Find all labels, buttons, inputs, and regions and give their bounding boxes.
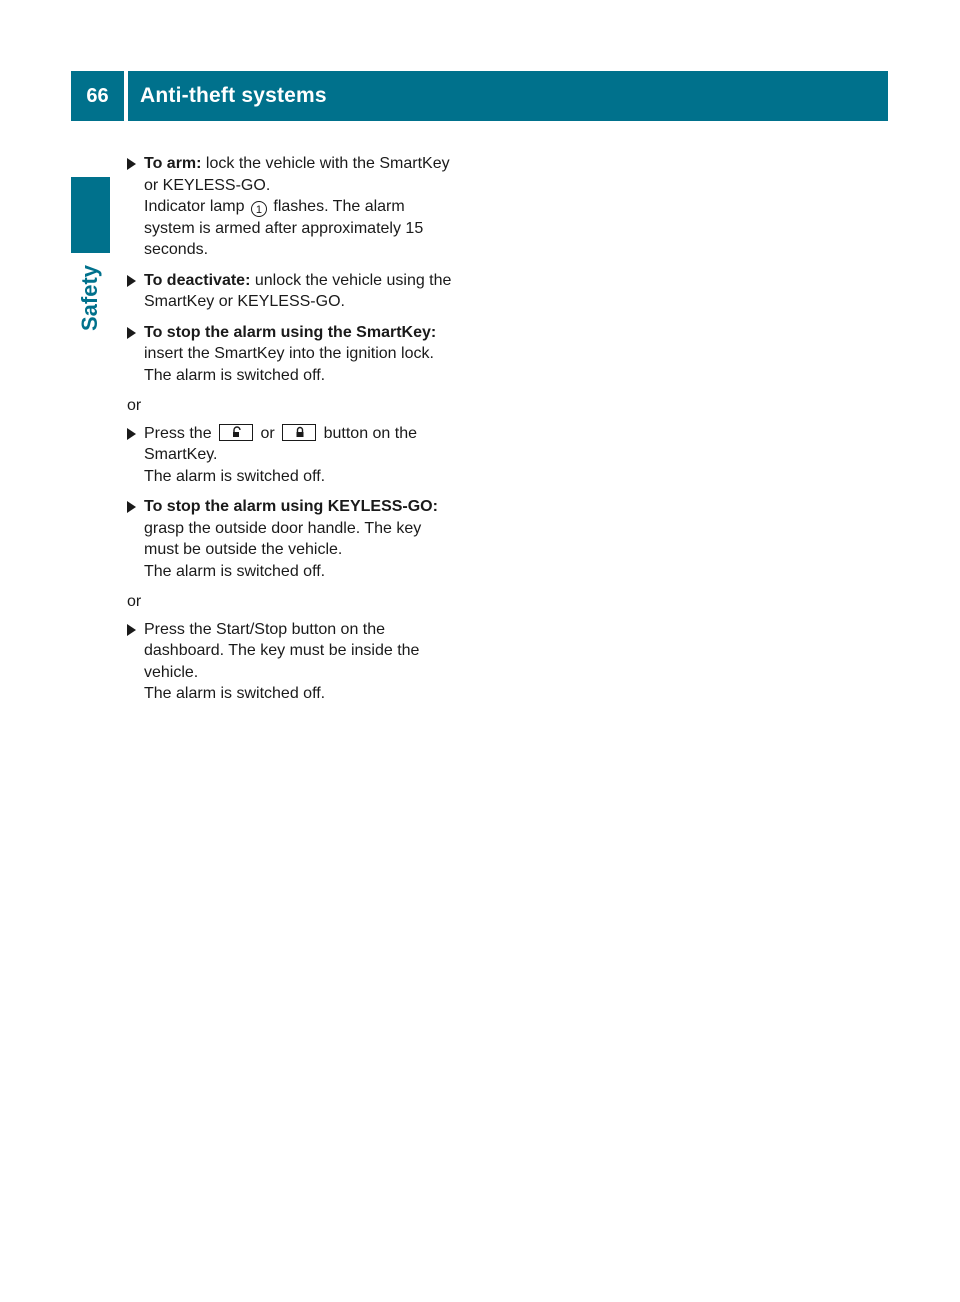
step-arrow-icon — [127, 327, 136, 339]
callout-number-icon: 1 — [251, 201, 267, 217]
page-number: 66 — [86, 84, 109, 107]
step-text: Indicator lamp — [144, 198, 249, 215]
step-start-stop — [127, 619, 467, 705]
lock-icon — [282, 424, 316, 441]
side-tab-text: Safety — [77, 264, 103, 332]
section-title: Anti-theft systems — [140, 84, 327, 107]
page-content — [127, 153, 467, 714]
step-text: The alarm is switched off. — [144, 562, 326, 580]
or-separator: or — [127, 593, 142, 610]
step-heading: To stop the alarm using the SmartKey: — [144, 323, 437, 341]
step-text: unlock the vehicle using the — [250, 271, 452, 289]
step-text: vehicle. — [144, 663, 199, 681]
step-text: seconds. — [144, 241, 209, 258]
step-stop-keyless — [127, 496, 467, 582]
step-deactivate — [127, 270, 467, 313]
step-text: The alarm is switched off. — [144, 685, 326, 702]
header-divider — [124, 71, 128, 121]
step-heading: To deactivate: — [144, 271, 251, 289]
step-heading: To arm: — [144, 155, 202, 172]
step-text: insert the SmartKey into the ignition lock. — [144, 345, 434, 362]
step-text: grasp the outside door handle. The key — [144, 519, 422, 537]
step-heading: To stop the alarm using KEYLESS-GO: — [144, 498, 438, 515]
step-arrow-icon — [127, 624, 136, 636]
step-text: lock the vehicle with the SmartKey — [201, 155, 450, 172]
step-text: or — [256, 424, 280, 442]
step-text: or KEYLESS-GO. — [144, 176, 271, 194]
or-separator: or — [127, 397, 142, 414]
step-text: system is armed after approximately 15 — [144, 219, 424, 237]
step-arm — [127, 153, 467, 261]
step-arrow-icon — [127, 501, 136, 513]
step-text: SmartKey or KEYLESS-GO. — [144, 293, 345, 310]
step-text: The alarm is switched off. — [144, 366, 326, 384]
step-text: SmartKey. — [144, 446, 218, 463]
side-tab-label — [71, 258, 110, 338]
step-arrow-icon — [127, 158, 136, 170]
step-arrow-icon — [127, 275, 136, 287]
step-text: Press the Start/Stop button on the — [144, 620, 386, 638]
step-text: must be outside the vehicle. — [144, 541, 343, 558]
step-stop-smartkey — [127, 322, 467, 387]
step-text: dashboard. The key must be inside the — [144, 642, 420, 659]
step-text: flashes. The alarm — [268, 198, 405, 215]
step-press-button — [127, 423, 467, 488]
step-arrow-icon — [127, 428, 136, 440]
side-tab-marker — [71, 177, 110, 253]
step-text: The alarm is switched off. — [144, 467, 326, 485]
step-text: Press the — [144, 424, 217, 442]
unlock-icon — [219, 424, 253, 441]
step-text: button on the — [319, 424, 418, 442]
